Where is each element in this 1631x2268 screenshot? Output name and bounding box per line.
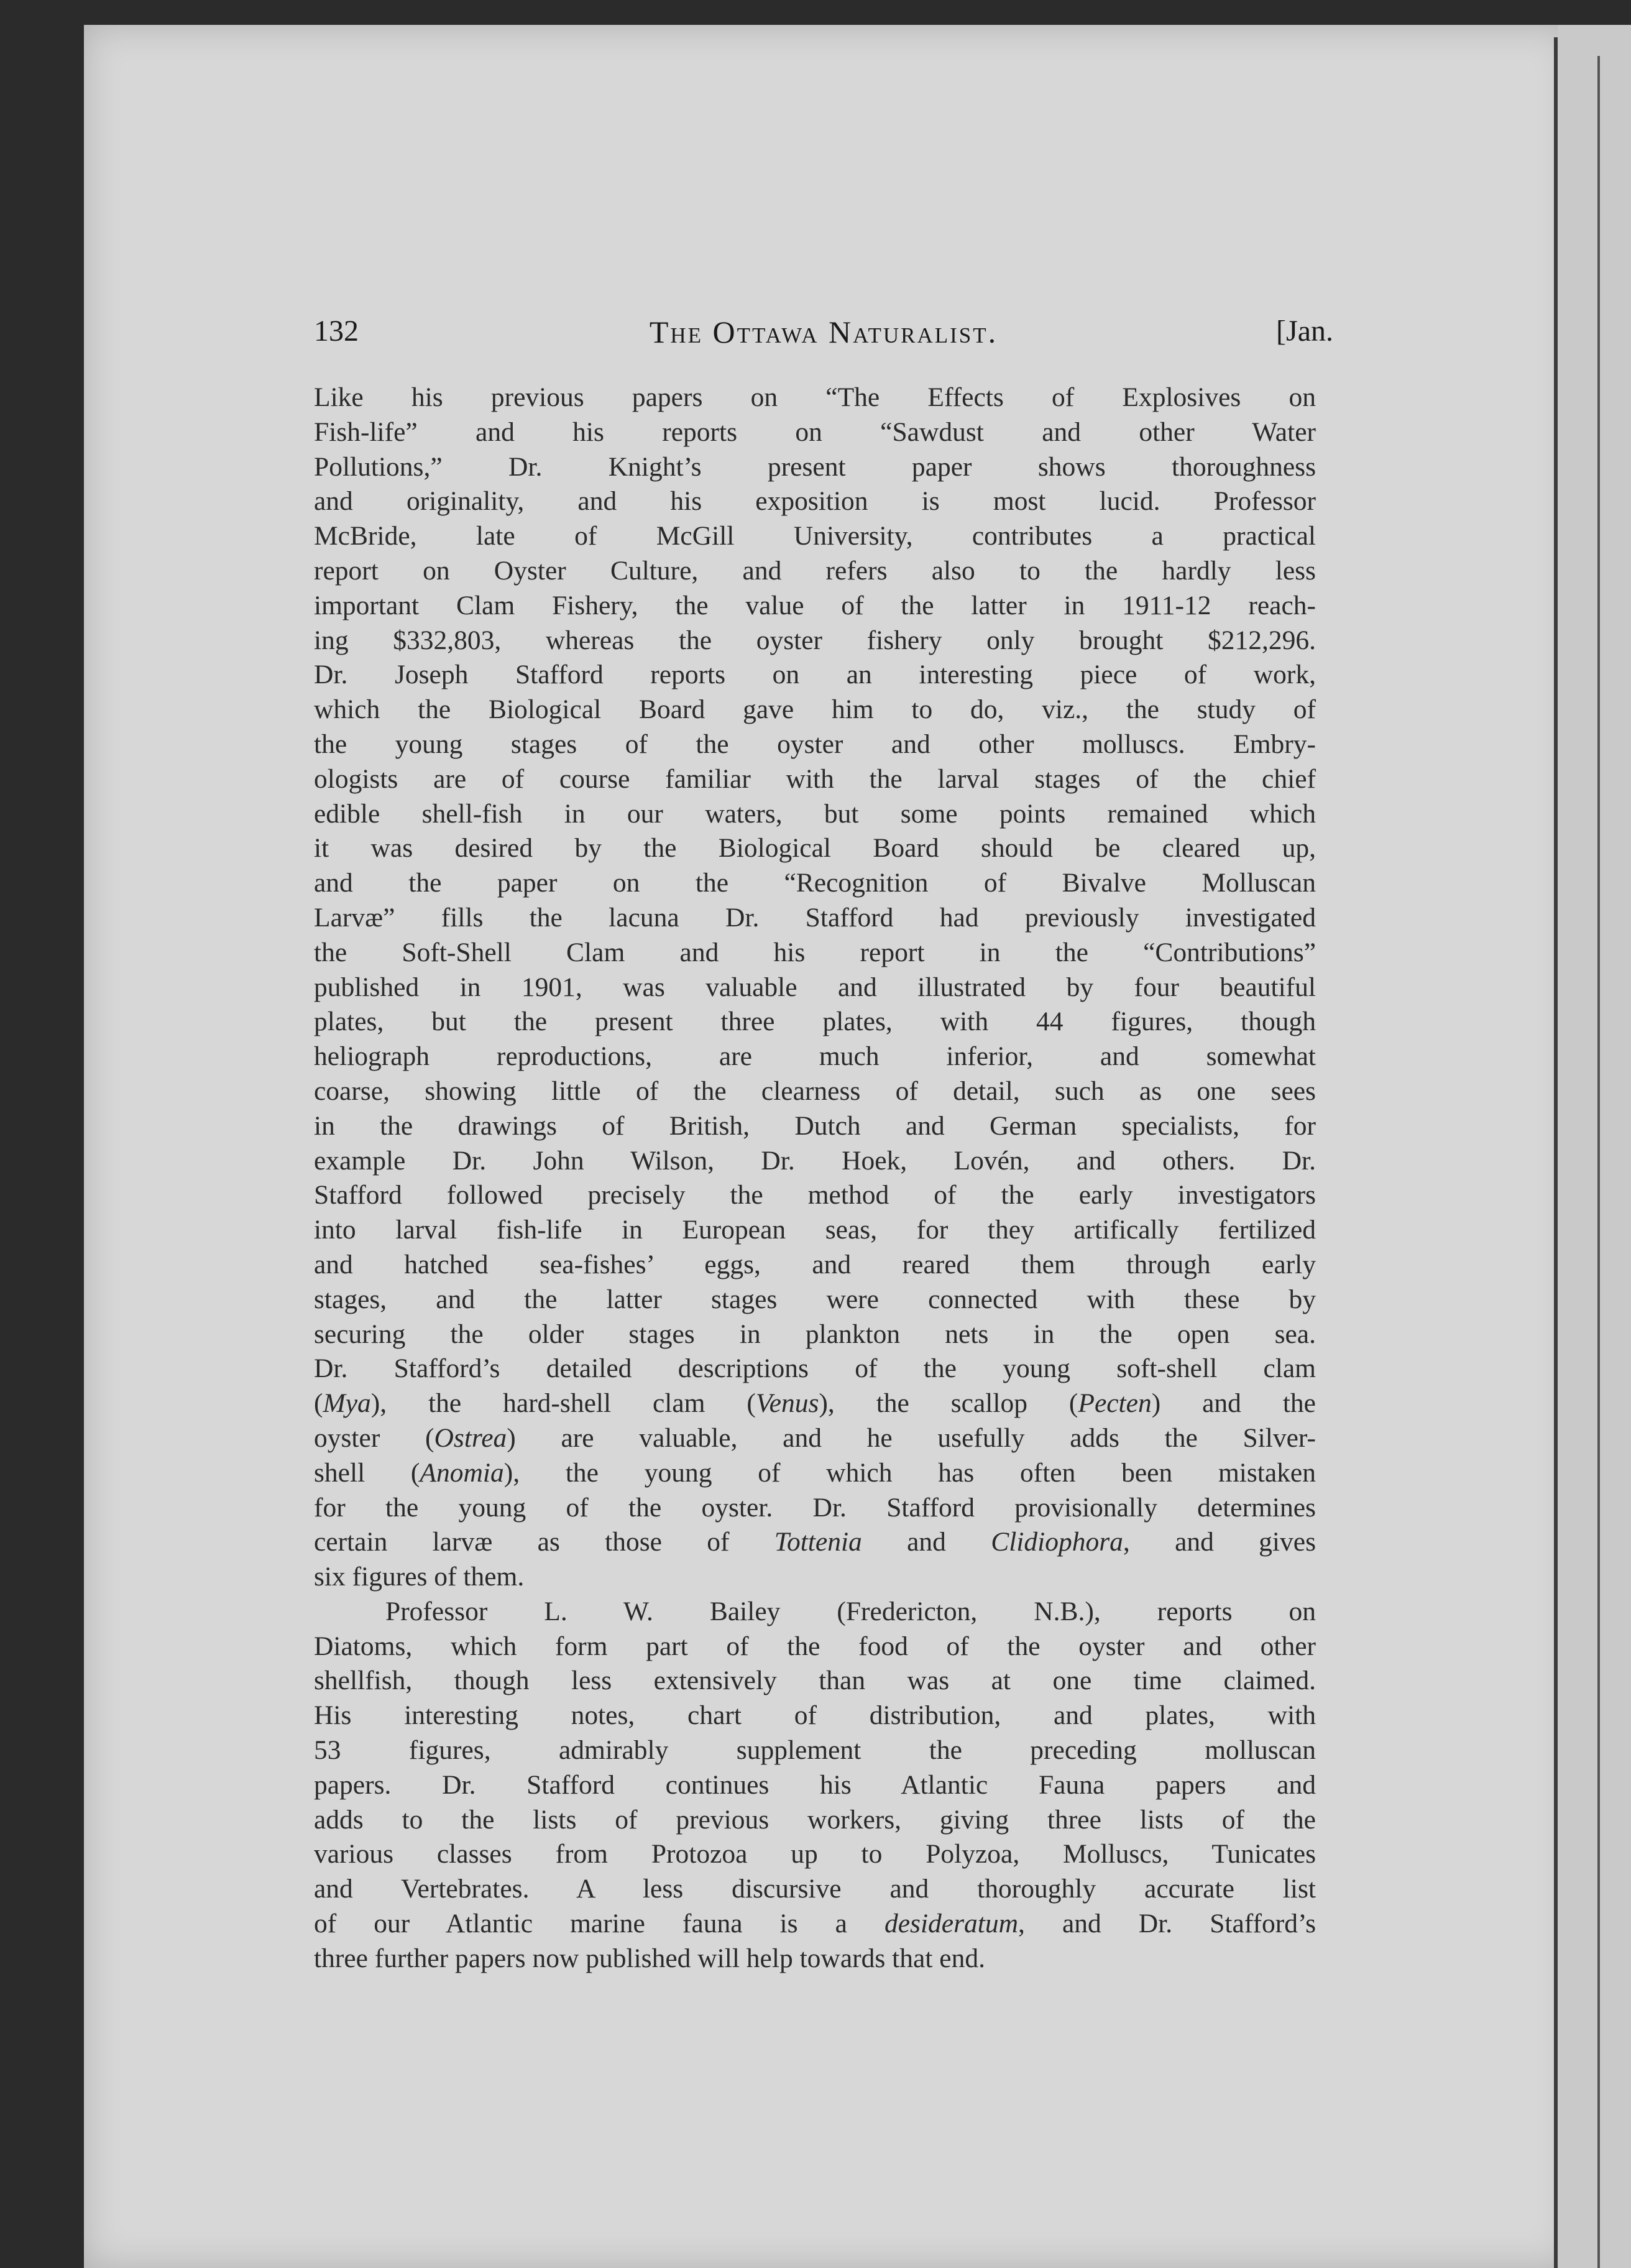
text-line: of our Atlantic marine fauna is a desideratum, and Dr. Stafford’s [314, 1909, 1316, 1939]
article-body [314, 380, 1316, 1976]
journal-title: The Ottawa Naturalist. [649, 315, 998, 349]
italic-term: Mya [323, 1388, 371, 1419]
text-line: His interesting notes, chart of distribution, and plates, with [314, 1700, 1316, 1731]
italic-term: desideratum [884, 1909, 1019, 1939]
text-line: coarse, showing little of the clearness of detail, such as one sees [314, 1076, 1316, 1106]
text-line: report on Oyster Culture, and refers also to the hardly less [314, 555, 1316, 586]
text-line: which the Biological Board gave him to do, viz., the study of [314, 694, 1316, 725]
page-fold-line [1554, 37, 1558, 2268]
text-line: ologists are of course familiar with the larval stages of the chief [314, 763, 1316, 794]
text-line: securing the older stages in plankton nets in the open sea. [314, 1319, 1316, 1349]
text-line: 53 figures, admirably supplement the preceding molluscan [314, 1735, 1316, 1766]
text-line: Pollutions,” Dr. Knight’s present paper shows thoroughness [314, 451, 1316, 482]
text-line: it was desired by the Biological Board should be cleared up, [314, 833, 1316, 864]
text-line: Like his previous papers on “The Effects of Explosives on [314, 382, 1316, 412]
text-line: oyster (Ostrea) are valuable, and he usefully adds the Silver- [314, 1422, 1316, 1453]
text-line: Dr. Stafford’s detailed descriptions of the young soft-shell clam [314, 1353, 1316, 1384]
text-line: shell (Anomia), the young of which has often been mistaken [314, 1457, 1316, 1488]
italic-term: Ostrea [434, 1422, 507, 1453]
text-line: Larvæ” fills the lacuna Dr. Stafford had previously investigated [314, 902, 1316, 933]
facing-page-border [1597, 56, 1600, 2268]
text-line: Diatoms, which form part of the food of the oyster and other [314, 1631, 1316, 1661]
text-line: heliograph reproductions, are much inferior, and somewhat [314, 1041, 1316, 1072]
italic-term: Clidiophora [991, 1527, 1123, 1557]
text-line: and Vertebrates. A less discursive and thoroughly accurate list [314, 1874, 1316, 1904]
text-line: McBride, late of McGill University, contributes a practical [314, 521, 1316, 551]
facing-page-edge [1558, 25, 1631, 2268]
text-line: example Dr. John Wilson, Dr. Hoek, Lovén, and others. Dr. [314, 1145, 1316, 1176]
page-number: 132 [314, 315, 359, 348]
running-header [314, 314, 1333, 357]
text-line: certain larvæ as those of Tottenia and Clidiophora, and gives [314, 1527, 1316, 1557]
text-line: papers. Dr. Stafford continues his Atlantic Fauna papers and [314, 1769, 1316, 1800]
italic-term: Tottenia [774, 1527, 862, 1557]
text-line: and originality, and his exposition is most lucid. Professor [314, 486, 1316, 517]
text-line: the young stages of the oyster and other molluscs. Embry- [314, 729, 1316, 759]
italic-term: Anomia [420, 1457, 504, 1488]
text-line: three further papers now published will help towards that end. [314, 1943, 985, 1973]
text-line: (Mya), the hard-shell clam (Venus), the scallop (Pecten) and the [314, 1388, 1316, 1419]
text-line: the Soft-Shell Clam and his report in the “Contributions” [314, 937, 1316, 967]
issue-label: [Jan. [1276, 315, 1333, 348]
text-line: shellfish, though less extensively than was at one time claimed. [314, 1666, 1316, 1696]
text-line: for the young of the oyster. Dr. Stafford provisionally determines [314, 1492, 1316, 1523]
text-line: and the paper on the “Recognition of Bivalve Molluscan [314, 868, 1316, 898]
text-line: important Clam Fishery, the value of the latter in 1911-12 reach- [314, 590, 1316, 620]
text-line: Stafford followed precisely the method of the early investigators [314, 1180, 1316, 1210]
text-line: and hatched sea-fishes’ eggs, and reared them through early [314, 1249, 1316, 1279]
text-line: Fish-life” and his reports on “Sawdust and other Water [314, 417, 1316, 447]
text-line: adds to the lists of previous workers, giving three lists of the [314, 1804, 1316, 1835]
text-line: Dr. Joseph Stafford reports on an interesting piece of work, [314, 660, 1316, 690]
text-line: various classes from Protozoa up to Polyzoa, Molluscs, Tunicates [314, 1839, 1316, 1869]
text-line: into larval fish-life in European seas, for they artifically fertilized [314, 1215, 1316, 1245]
text-line: ing $332,803, whereas the oyster fishery only brought $212,296. [314, 625, 1316, 655]
text-line: Professor L. W. Bailey (Fredericton, N.B.), reports on [385, 1596, 1316, 1626]
text-line: published in 1901, was valuable and illustrated by four beautiful [314, 972, 1316, 1002]
text-line: edible shell-fish in our waters, but some points remained which [314, 798, 1316, 829]
text-line: stages, and the latter stages were connected with these by [314, 1284, 1316, 1314]
text-line: plates, but the present three plates, with 44 figures, though [314, 1007, 1316, 1037]
text-line: six figures of them. [314, 1562, 525, 1592]
italic-term: Venus [755, 1388, 819, 1419]
italic-term: Pecten [1078, 1388, 1152, 1419]
text-line: in the drawings of British, Dutch and German specialists, for [314, 1110, 1316, 1141]
